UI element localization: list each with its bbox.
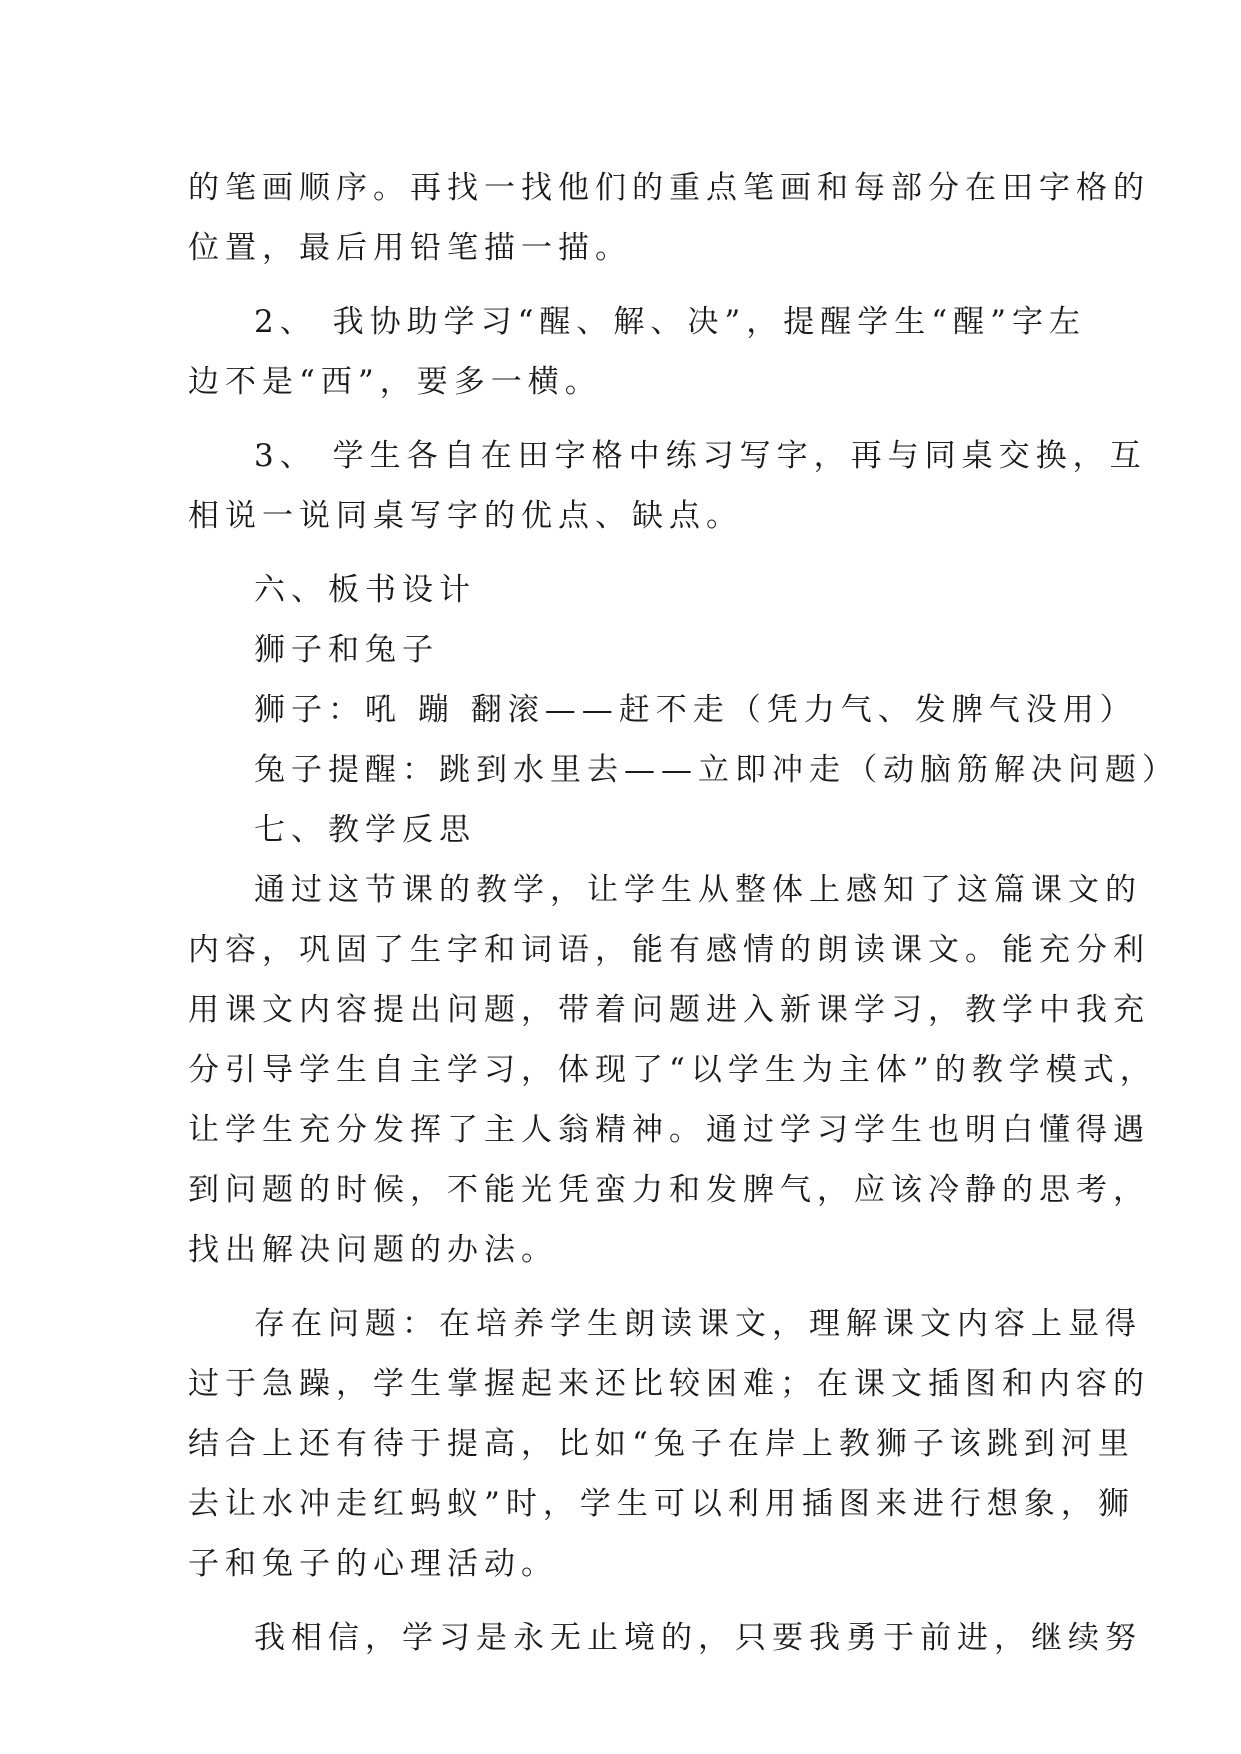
text-line: 位置，最后用铅笔描一描。 xyxy=(188,230,632,266)
text-line: 狮子：吼 蹦 翻滚——赶不走（凭力气、发脾气没用） xyxy=(254,692,1137,728)
text-line: 分引导学生自主学习，体现了“以学生为主体”的教学模式， xyxy=(188,1052,1157,1088)
text-line: 结合上还有待于提高，比如“兔子在岸上教狮子该跳到河里 xyxy=(188,1426,1135,1462)
text-line: 找出解决问题的办法。 xyxy=(188,1232,558,1268)
text-line: 去让水冲走红蚂蚁”时，学生可以利用插图来进行想象，狮 xyxy=(188,1486,1135,1522)
text-line: 相说一说同桌写字的优点、缺点。 xyxy=(188,498,743,534)
text-line: 狮子和兔子 xyxy=(254,632,439,668)
text-line: 用课文内容提出问题，带着问题进入新课学习，教学中我充 xyxy=(188,992,1150,1028)
text-line: 过于急躁，学生掌握起来还比较困难；在课文插图和内容的 xyxy=(188,1366,1150,1402)
text-line: 存在问题：在培养学生朗读课文，理解课文内容上显得 xyxy=(254,1306,1142,1342)
text-line: 子和兔子的心理活动。 xyxy=(188,1546,558,1582)
text-line: 让学生充分发挥了主人翁精神。通过学习学生也明白懂得遇 xyxy=(188,1112,1150,1148)
section-heading: 七、教学反思 xyxy=(254,812,476,848)
document-body xyxy=(188,158,1179,1668)
text-line: 我相信，学习是永无止境的，只要我勇于前进，继续努 xyxy=(254,1620,1142,1656)
text-line: 2、 我协助学习“醒、解、决”，提醒学生“醒”字左 xyxy=(254,304,1086,340)
text-line: 的笔画顺序。再找一找他们的重点笔画和每部分在田字格的 xyxy=(188,170,1150,206)
text-line: 内容，巩固了生字和词语，能有感情的朗读课文。能充分利 xyxy=(188,932,1150,968)
section-heading: 六、板书设计 xyxy=(254,572,476,608)
text-line: 兔子提醒：跳到水里去——立即冲走（动脑筋解决问题） xyxy=(254,752,1179,788)
text-line: 3、 学生各自在田字格中练习写字，再与同桌交换，互 xyxy=(254,438,1147,474)
text-line: 边不是“西”，要多一横。 xyxy=(188,364,602,400)
text-line: 到问题的时候，不能光凭蛮力和发脾气，应该冷静的思考， xyxy=(188,1172,1150,1208)
text-line: 通过这节课的教学，让学生从整体上感知了这篇课文的 xyxy=(254,872,1142,908)
